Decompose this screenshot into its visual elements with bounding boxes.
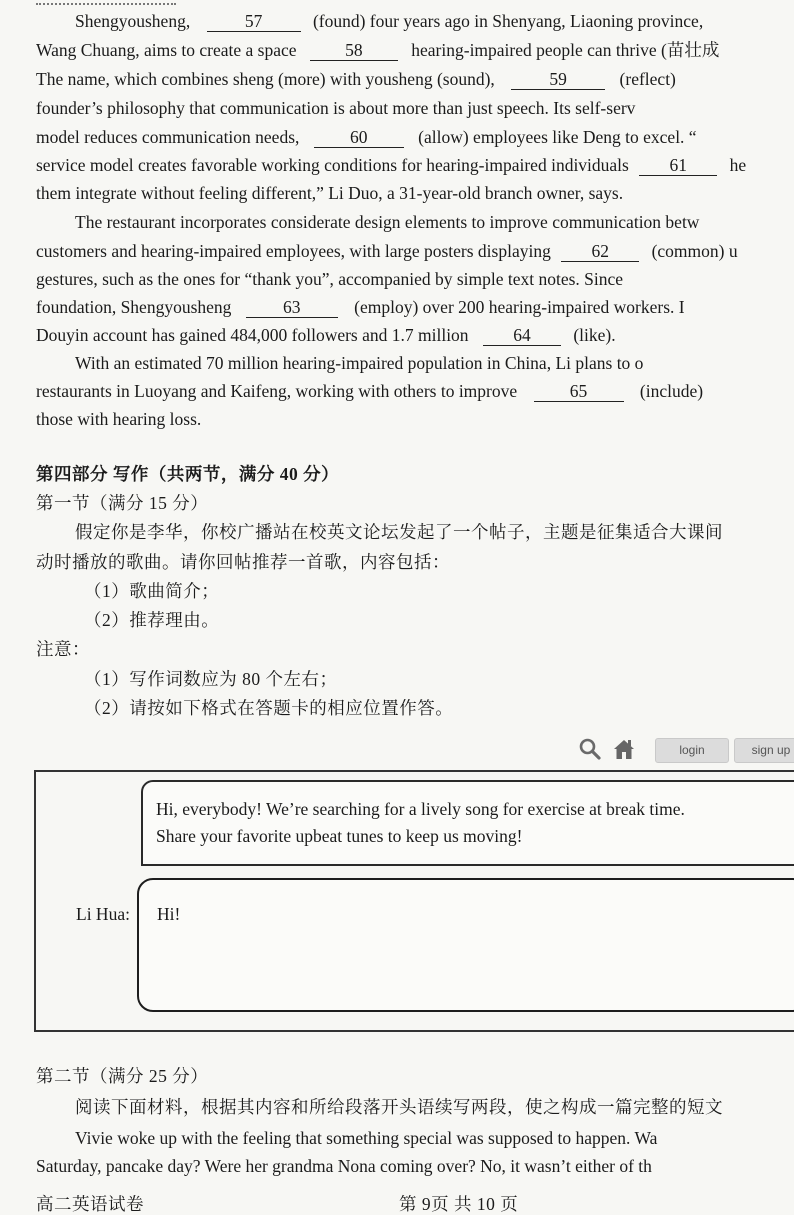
reply-box[interactable] [137, 878, 794, 1012]
passage-line: those with hearing loss. [36, 409, 202, 429]
passage-line: gestures, such as the ones for “thank you”, accompanied by simple text notes. Since [36, 269, 624, 289]
login-button[interactable]: login [655, 738, 729, 763]
requirement-item: （1）歌曲简介； [84, 581, 220, 601]
reply-author: Li Hua: [76, 904, 130, 924]
story-line: Saturday, pancake day? Were her grandma Nona coming over? No, it wasn’t either of th [36, 1156, 652, 1176]
blank-57[interactable]: 57 [207, 12, 301, 32]
passage-line: model reduces communication needs, 60 (allow) employees like Deng to excel. “ [36, 127, 697, 147]
story-line: Vivie woke up with the feeling that something special was supposed to happen. Wa [75, 1128, 658, 1148]
blank-60[interactable]: 60 [314, 128, 404, 148]
signup-button[interactable]: sign up [734, 738, 794, 763]
passage-line: them integrate without feeling different,” Li Duo, a 31-year-old branch owner, says. [36, 183, 624, 203]
passage-line: The name, which combines sheng (more) with yousheng (sound), 59 (reflect) [36, 69, 676, 89]
part4-heading: 第四部分 写作（共两节，满分 40 分） [36, 464, 340, 484]
home-icon[interactable] [612, 736, 636, 762]
note-item: （2）请按如下格式在答题卡的相应位置作答。 [84, 698, 454, 718]
passage-line: Wang Chuang, aims to create a space 58 hearing-impaired people can thrive (苗壮成 [36, 40, 720, 60]
passage-line: Douyin account has gained 484,000 followers and 1.7 million 64 (like). [36, 325, 616, 345]
footer-exam-name: 高二英语试卷 [36, 1194, 144, 1214]
note-label: 注意： [36, 639, 90, 659]
post-text-line: Share your favorite upbeat tunes to keep us moving! [156, 826, 523, 846]
blank-65[interactable]: 65 [534, 382, 624, 402]
prompt-line: 假定你是李华，你校广播站在校英文论坛发起了一个帖子，主题是征集适合大课间 [75, 522, 723, 542]
blank-59[interactable]: 59 [511, 70, 605, 90]
passage-line: foundation, Shengyousheng 63 (employ) over 200 hearing-impaired workers. I [36, 297, 685, 317]
passage-line: The restaurant incorporates considerate design elements to improve communication betw [75, 212, 700, 232]
passage-line: founder’s philosophy that communication is about more than just speech. Its self-serv [36, 98, 636, 118]
blank-58[interactable]: 58 [310, 41, 398, 61]
cut-off-line-remnant [36, 0, 176, 5]
blank-62[interactable]: 62 [561, 242, 639, 262]
passage-line: restaurants in Luoyang and Kaifeng, working with others to improve 65 (include) [36, 381, 704, 401]
section1-title: 第一节（满分 15 分） [36, 493, 209, 513]
footer-page-number: 第 9页 共 10 页 [399, 1194, 519, 1214]
post-text-line: Hi, everybody! We’re searching for a lively song for exercise at break time. [156, 799, 685, 819]
section2-title: 第二节（满分 25 分） [36, 1066, 209, 1086]
blank-63[interactable]: 63 [246, 298, 338, 318]
blank-64[interactable]: 64 [483, 326, 561, 346]
search-icon[interactable] [578, 736, 602, 762]
passage-line: Shengyousheng, 57 (found) four years ago in Shenyang, Liaoning province, [75, 11, 704, 31]
prompt-line: 动时播放的歌曲。请你回帖推荐一首歌，内容包括： [36, 552, 450, 572]
passage-line: service model creates favorable working conditions for hearing-impaired individuals 61 he [36, 155, 747, 175]
note-item: （1）写作词数应为 80 个左右； [84, 669, 338, 689]
requirement-item: （2）推荐理由。 [84, 610, 220, 630]
reply-text: Hi! [157, 904, 181, 924]
passage-line: With an estimated 70 million hearing-impaired population in China, Li plans to o [75, 353, 644, 373]
forum-post-box [141, 780, 794, 866]
passage-line: customers and hearing-impaired employees, with large posters displaying 62 (common) u [36, 241, 738, 261]
blank-61[interactable]: 61 [639, 156, 717, 176]
section2-instruction: 阅读下面材料，根据其内容和所给段落开头语续写两段，使之构成一篇完整的短文 [75, 1097, 723, 1117]
